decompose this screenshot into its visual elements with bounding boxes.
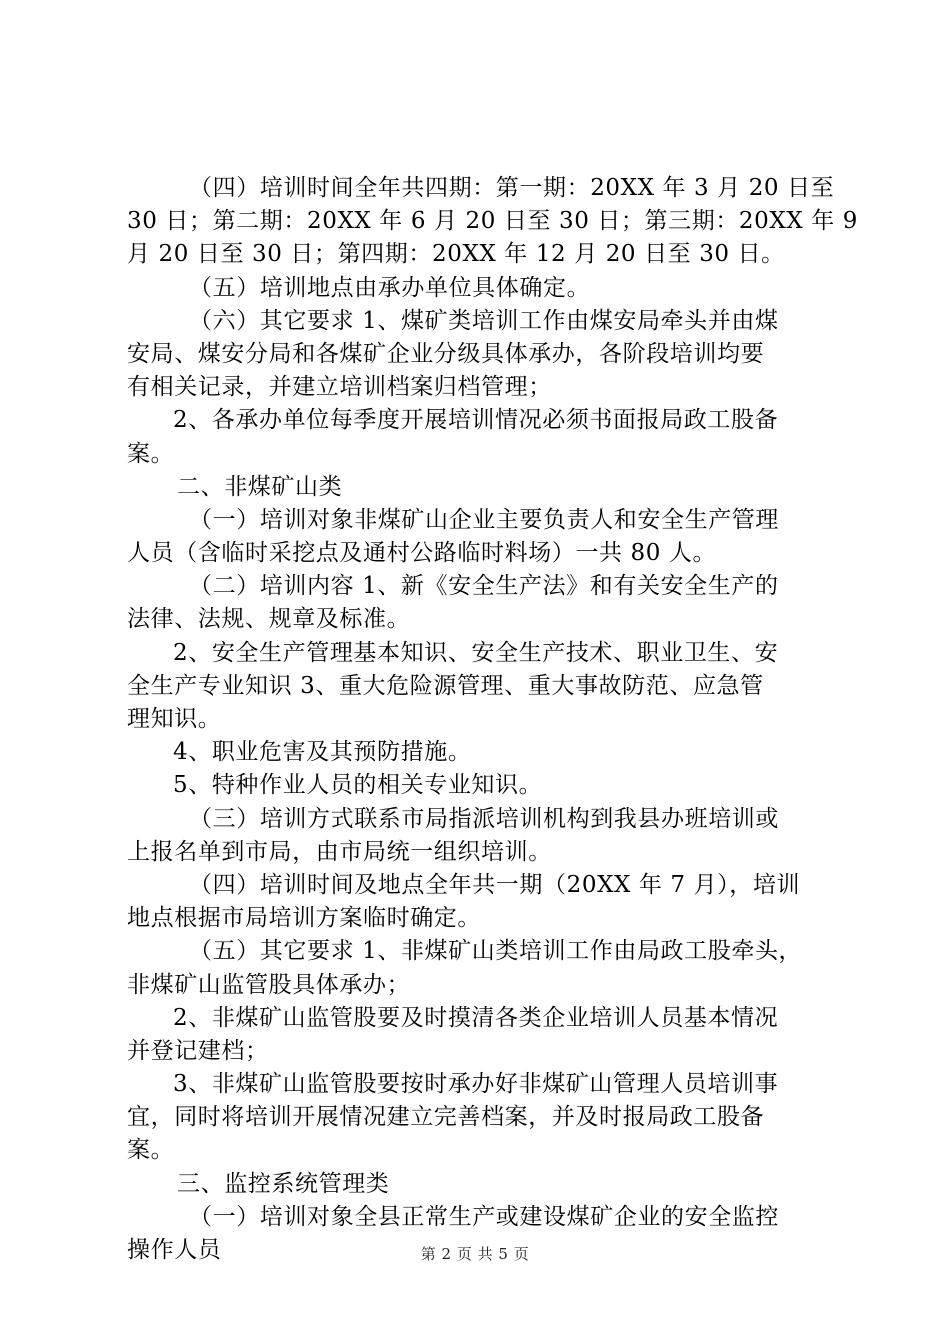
text-line: （五）培训地点由承办单位具体确定。 [189,274,591,301]
document-body [127,172,859,1267]
text-line: 2、各承办单位每季度开展培训情况必须书面报局政工股备 [173,407,779,434]
text-line: 2、非煤矿山监管股要及时摸清各类企业培训人员基本情况 [173,1004,779,1031]
text-line: 全生产专业知识 3、重大危险源管理、重大事故防范、应急管 [127,672,764,699]
text-line: （四）培训时间全年共四期：第一期：20XX 年 3 月 20 日至 [189,175,835,201]
text-line: 2、安全生产管理基本知识、安全生产技术、职业卫生、安 [173,639,779,666]
text-line: （一）培训对象全县正常生产或建设煤矿企业的安全监控 [189,1203,779,1230]
text-line: 月 20 日至 30 日；第四期：20XX 年 12 月 20 日至 30 日。 [127,241,785,268]
text-line: 上报名单到市局，由市局统一组织培训。 [127,838,552,865]
text-line: 三、监控系统管理类 [177,1170,390,1197]
text-line: 理知识。 [127,706,222,732]
text-line: 有相关记录，并建立培训档案归档管理； [127,374,552,401]
text-line: 安局、煤安分局和各煤矿企业分级具体承办，各阶段培训均要 [127,340,765,367]
text-line: （六）其它要求 1、煤矿类培训工作由煤安局牵头并由煤 [189,307,779,334]
text-line: 非煤矿山监管股具体承办； [127,971,411,998]
text-line: （二）培训内容 1、新《安全生产法》和有关安全生产的 [189,573,779,600]
text-line: （四）培训时间及地点全年共一期（20XX 年 7 月），培训 [189,871,801,898]
text-line: 并登记建档； [127,1037,269,1064]
text-line: 案。 [127,1137,175,1164]
text-line: （三）培训方式联系市局指派培训机构到我县办班培训或 [189,805,779,832]
text-line: 法律、法规、规章及标准。 [127,606,411,633]
text-line: （一）培训对象非煤矿山企业主要负责人和安全生产管理 [189,506,779,533]
text-line: 3、非煤矿山监管股要按时承办好非煤矿山管理人员培训事 [173,1071,779,1098]
text-line: 二、非煤矿山类 [177,473,343,500]
text-line: 地点根据市局培训方案临时确定。 [127,905,481,932]
text-line: 4、职业危害及其预防措施。 [173,739,472,766]
text-line: 宜，同时将培训开展情况建立完善档案，并及时报局政工股备 [127,1104,765,1131]
text-line: 5、特种作业人员的相关专业知识。 [173,772,543,799]
page-footer: 第 2 页 共 5 页 [420,1245,530,1263]
text-line: 人员（含临时采挖点及通村公路临时料场）一共 80 人。 [127,540,717,567]
text-line: 30 日；第二期：20XX 年 6 月 20 日至 30 日；第三期：20XX 年 9 [127,208,859,235]
text-line: 操作人员 [127,1237,222,1263]
text-line: 案。 [127,440,175,467]
text-line: （五）其它要求 1、非煤矿山类培训工作由局政工股牵头， [189,938,803,965]
